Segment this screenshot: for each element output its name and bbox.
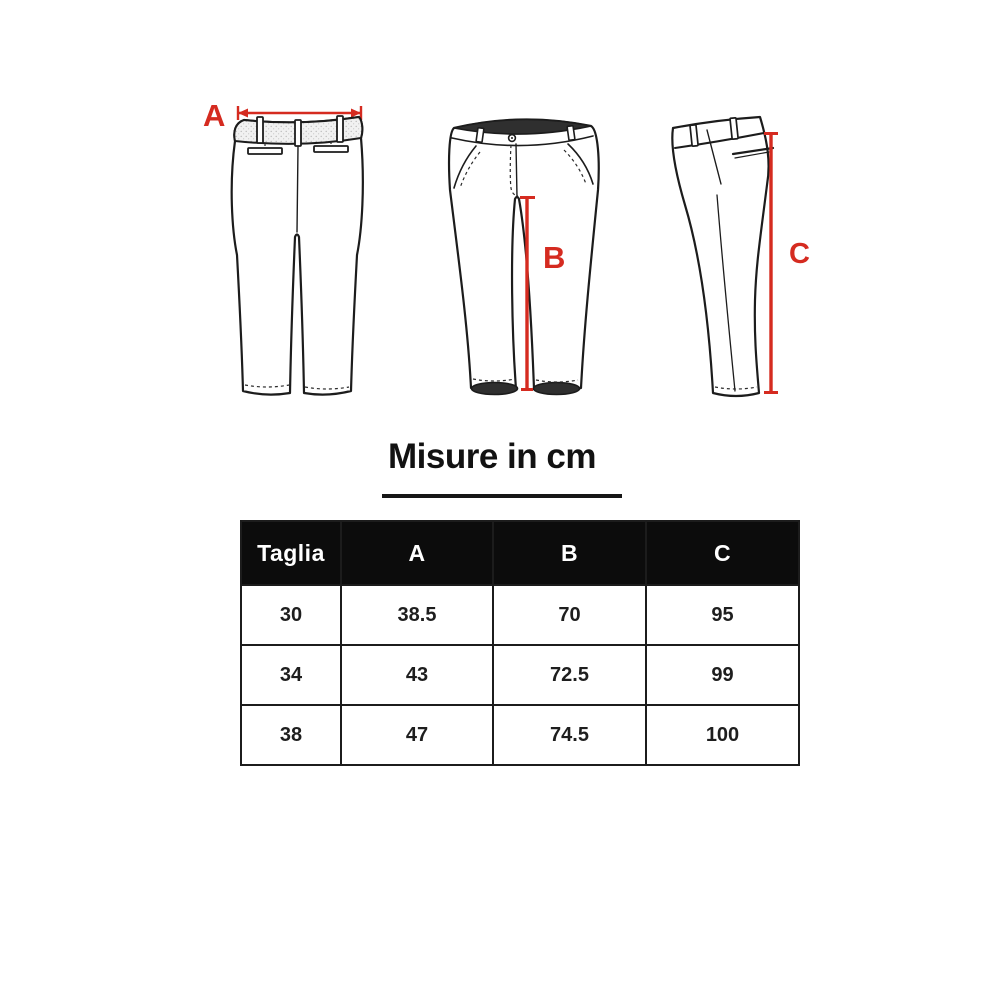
size-table bbox=[240, 520, 800, 766]
side-pants-silhouette bbox=[672, 117, 768, 396]
cell-a: 38.5 bbox=[341, 585, 493, 645]
cell-size: 30 bbox=[241, 585, 341, 645]
table-row-size-34 bbox=[241, 645, 799, 705]
measure-label-a: A bbox=[203, 98, 226, 133]
table-row-size-38 bbox=[241, 705, 799, 765]
cell-b: 72.5 bbox=[493, 645, 646, 705]
pants-back-view-illustration bbox=[195, 100, 370, 405]
measure-label-b: B bbox=[543, 240, 566, 275]
pants-front-view-illustration bbox=[440, 100, 620, 405]
header-taglia: Taglia bbox=[241, 521, 341, 585]
cell-b: 70 bbox=[493, 585, 646, 645]
header-a: A bbox=[341, 521, 493, 585]
center-back-seam bbox=[297, 147, 298, 232]
cell-size: 34 bbox=[241, 645, 341, 705]
header-c: C bbox=[646, 521, 799, 585]
header-b: B bbox=[493, 521, 646, 585]
cell-size: 38 bbox=[241, 705, 341, 765]
cell-c: 95 bbox=[646, 585, 799, 645]
cell-a: 47 bbox=[341, 705, 493, 765]
size-table-header-row bbox=[241, 521, 799, 585]
cell-c: 99 bbox=[646, 645, 799, 705]
cell-a: 43 bbox=[341, 645, 493, 705]
cell-c: 100 bbox=[646, 705, 799, 765]
measure-label-c: C bbox=[789, 238, 810, 270]
title-underline bbox=[382, 494, 622, 498]
table-row-size-30 bbox=[241, 585, 799, 645]
cell-b: 74.5 bbox=[493, 705, 646, 765]
waist-button bbox=[509, 135, 516, 142]
page-title: Misure in cm bbox=[388, 437, 596, 476]
front-pants-silhouette bbox=[449, 119, 599, 392]
